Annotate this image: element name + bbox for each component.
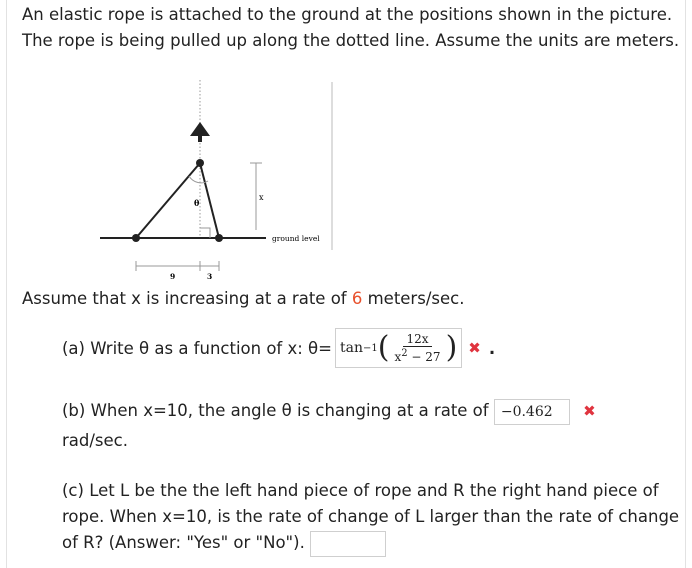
theta-label: θ bbox=[194, 198, 200, 208]
part-a-answer-field[interactable] bbox=[335, 328, 462, 368]
part-a bbox=[62, 328, 495, 368]
inverse-exponent: −1 bbox=[362, 342, 378, 354]
part-b-unit: rad/sec. bbox=[62, 431, 128, 450]
fraction-numerator: 12x bbox=[403, 332, 431, 347]
tan-function: tan bbox=[339, 340, 363, 356]
up-arrow-icon bbox=[190, 122, 210, 136]
fraction-denominator bbox=[391, 347, 443, 364]
rate-value: 6 bbox=[351, 289, 363, 308]
left-paren: ( bbox=[377, 330, 390, 365]
right-border bbox=[685, 0, 686, 568]
rope-right bbox=[200, 163, 219, 238]
den-rest: − 27 bbox=[407, 350, 441, 364]
part-a-tail: . bbox=[488, 338, 496, 358]
x-label: x bbox=[259, 193, 264, 202]
part-b bbox=[62, 396, 672, 456]
right-paren: ) bbox=[445, 330, 458, 365]
right-angle-marker bbox=[200, 228, 210, 238]
rate-prefix: Assume that x is increasing at a rate of bbox=[22, 289, 352, 308]
part-c bbox=[62, 478, 682, 557]
rope-top-point bbox=[196, 159, 204, 167]
fraction bbox=[391, 332, 443, 364]
left-border bbox=[6, 0, 7, 568]
den-exponent: 2 bbox=[401, 348, 408, 359]
incorrect-icon: ✖ bbox=[468, 339, 481, 357]
left-distance-label: 9 bbox=[170, 272, 176, 281]
rate-suffix: meters/sec. bbox=[362, 289, 465, 308]
den-base: x bbox=[394, 350, 402, 364]
rate-statement bbox=[22, 289, 464, 308]
right-distance-label: 3 bbox=[207, 272, 213, 281]
part-b-answer-field[interactable]: −0.462 bbox=[494, 399, 570, 425]
rope-diagram bbox=[90, 80, 350, 290]
right-anchor-point bbox=[215, 234, 223, 242]
part-c-answer-field[interactable] bbox=[310, 531, 386, 557]
ground-level-label: ground level bbox=[272, 234, 320, 243]
left-anchor-point bbox=[132, 234, 140, 242]
rope-left bbox=[136, 163, 200, 238]
part-b-prompt: (b) When x=10, the angle θ is changing at a rate of bbox=[62, 401, 489, 420]
part-a-prompt: (a) Write θ as a function of x: θ= bbox=[62, 338, 332, 358]
problem-intro: An elastic rope is attached to the ground at the positions shown in the picture. The rope is being pulled up along the dotted line. Assume the units are meters. bbox=[22, 5, 680, 50]
incorrect-icon: ✖ bbox=[583, 402, 596, 420]
part-c-prompt: (c) Let L be the the left hand piece of rope and R the right hand piece of rope. When x=10, is the rate of change of L larger than the rate of change of R? (Answer: "Yes" or "No"). bbox=[62, 481, 680, 552]
